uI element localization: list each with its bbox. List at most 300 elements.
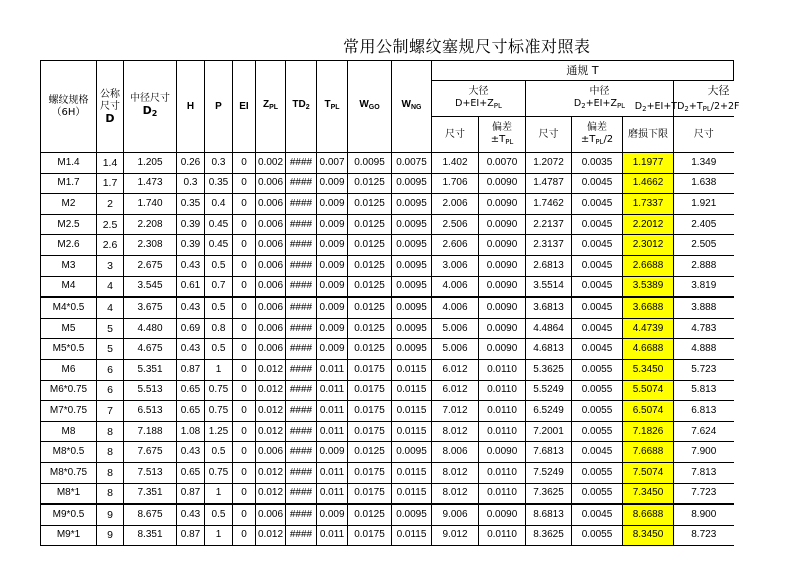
cell-ei: 0 [233, 173, 256, 194]
cell-wng: 0.0095 [392, 194, 432, 215]
cell-spec: M3 [41, 255, 97, 276]
cell-tpl: 0.011 [317, 421, 348, 442]
header-pitch-formula: D [573, 97, 582, 109]
table-row [41, 194, 734, 215]
cell-ei: 0 [233, 194, 256, 215]
cell-majdev: 0.0090 [479, 318, 526, 339]
cell-spec: M1.7 [41, 173, 97, 194]
cell-majdev: 0.0090 [479, 173, 526, 194]
header-ZPL-sub: PL [269, 104, 279, 111]
cell-wgo: 0.0125 [348, 276, 392, 297]
cell-ei: 0 [233, 421, 256, 442]
cell-zpl: 0.012 [256, 401, 286, 422]
cell-d: 2.5 [97, 214, 124, 235]
cell-wgo: 0.0175 [348, 525, 392, 546]
header-EI: EI [233, 61, 256, 153]
header-pitch-dev: 偏差 $\pm T_{PL}/2$ [572, 117, 623, 153]
cell-h: 0.43 [177, 255, 205, 276]
cell-h: 0.35 [177, 194, 205, 215]
cell-td2: #### [286, 359, 317, 380]
cell-spec: M2 [41, 194, 97, 215]
cell-majdev: 0.0090 [479, 442, 526, 463]
cell-maj2: 7.813 [674, 462, 734, 483]
header-nominal-l1: 公称 [100, 88, 120, 100]
cell-pit: 2.3137 [526, 235, 572, 256]
cell-ei: 0 [233, 504, 256, 525]
cell-wgo: 0.0175 [348, 421, 392, 442]
header-pitch-formula-rest: +EI+Z [585, 97, 617, 109]
cell-h: 0.65 [177, 401, 205, 422]
cell-zpl: 0.012 [256, 525, 286, 546]
cell-majdev: 0.0090 [479, 297, 526, 318]
cell-maj2: 1.921 [674, 194, 734, 215]
cell-d2: 5.351 [124, 359, 177, 380]
cell-spec: M5 [41, 318, 97, 339]
cell-pit: 8.6813 [526, 504, 572, 525]
header-pitch: 中径 $D_2+EI+Z_{PL}$ [526, 81, 674, 117]
cell-d2: 8.351 [124, 525, 177, 546]
cell-zpl: 0.006 [256, 276, 286, 297]
cell-td2: #### [286, 255, 317, 276]
cell-d: 1.7 [97, 173, 124, 194]
cell-h: 0.43 [177, 339, 205, 360]
cell-ei: 0 [233, 235, 256, 256]
cell-wng: 0.0075 [392, 153, 432, 174]
cell-spec: M2.6 [41, 235, 97, 256]
cell-pitdev: 0.0045 [572, 504, 623, 525]
cell-wng: 0.0115 [392, 462, 432, 483]
cell-pit: 5.3625 [526, 359, 572, 380]
cell-zpl: 0.012 [256, 421, 286, 442]
cell-maj2: 4.783 [674, 318, 734, 339]
cell-p: 0.45 [205, 235, 233, 256]
cell-h: 0.69 [177, 318, 205, 339]
cell-wgo: 0.0125 [348, 339, 392, 360]
cell-ei: 0 [233, 462, 256, 483]
cell-wgo: 0.0125 [348, 297, 392, 318]
cell-p: 0.5 [205, 339, 233, 360]
table-row [41, 401, 734, 422]
cell-d2: 5.513 [124, 380, 177, 401]
cell-wear: 5.3450 [623, 359, 674, 380]
cell-maj: 3.006 [432, 255, 479, 276]
cell-td2: #### [286, 153, 317, 174]
cell-d2: 2.308 [124, 235, 177, 256]
cell-wear: 2.3012 [623, 235, 674, 256]
cell-wear: 1.7337 [623, 194, 674, 215]
header-major-formula-sub: PL [493, 101, 502, 110]
cell-spec: M9*1 [41, 525, 97, 546]
cell-maj: 8.012 [432, 421, 479, 442]
cell-maj: 4.006 [432, 276, 479, 297]
cell-spec: M9*0.5 [41, 504, 97, 525]
header-major2 [634, 81, 740, 117]
cell-tpl: 0.009 [317, 318, 348, 339]
cell-zpl: 0.006 [256, 504, 286, 525]
cell-td2: #### [286, 483, 317, 504]
cell-d2: 7.675 [124, 442, 177, 463]
cell-maj: 8.012 [432, 462, 479, 483]
cell-d2: 3.545 [124, 276, 177, 297]
cell-wgo: 0.0125 [348, 318, 392, 339]
cell-wng: 0.0095 [392, 504, 432, 525]
cell-pitdev: 0.0045 [572, 442, 623, 463]
cell-pitdev: 0.0055 [572, 380, 623, 401]
cell-wng: 0.0095 [392, 318, 432, 339]
cell-td2: #### [286, 173, 317, 194]
cell-d: 8 [97, 483, 124, 504]
cell-zpl: 0.012 [256, 462, 286, 483]
cell-pitdev: 0.0055 [572, 483, 623, 504]
header-pitch-dia-sub: 2 [151, 109, 158, 118]
cell-d: 7 [97, 401, 124, 422]
cell-majdev: 0.0090 [479, 194, 526, 215]
cell-td2: #### [286, 276, 317, 297]
cell-ei: 0 [233, 380, 256, 401]
cell-maj: 9.006 [432, 504, 479, 525]
cell-wgo: 0.0125 [348, 442, 392, 463]
cell-majdev: 0.0110 [479, 359, 526, 380]
cell-tpl: 0.009 [317, 235, 348, 256]
cell-td2: #### [286, 194, 317, 215]
cell-pit: 2.2137 [526, 214, 572, 235]
cell-zpl: 0.006 [256, 339, 286, 360]
cell-maj: 4.006 [432, 297, 479, 318]
cell-wgo: 0.0175 [348, 401, 392, 422]
cell-tpl: 0.011 [317, 525, 348, 546]
cell-ei: 0 [233, 339, 256, 360]
cell-wear: 4.4739 [623, 318, 674, 339]
cell-maj2: 4.888 [674, 339, 734, 360]
cell-h: 0.87 [177, 483, 205, 504]
cell-wear: 7.5074 [623, 462, 674, 483]
cell-tpl: 0.011 [317, 483, 348, 504]
header-pitch-dia-label: 中径尺寸 [130, 93, 170, 104]
cell-zpl: 0.006 [256, 214, 286, 235]
cell-pitdev: 0.0045 [572, 255, 623, 276]
cell-wgo: 0.0175 [348, 483, 392, 504]
cell-majdev: 0.0090 [479, 255, 526, 276]
header-major2-size: 尺寸 [674, 117, 734, 153]
cell-p: 0.75 [205, 401, 233, 422]
cell-p: 0.8 [205, 318, 233, 339]
cell-pitdev: 0.0045 [572, 194, 623, 215]
header-ZPL [256, 61, 286, 153]
cell-maj: 9.012 [432, 525, 479, 546]
cell-d: 4 [97, 297, 124, 318]
cell-tpl: 0.007 [317, 153, 348, 174]
cell-wgo: 0.0125 [348, 194, 392, 215]
cell-spec: M8*1 [41, 483, 97, 504]
header-major-label: 大径 [468, 85, 489, 97]
cell-wear: 3.5389 [623, 276, 674, 297]
cell-p: 0.75 [205, 380, 233, 401]
cell-pitdev: 0.0045 [572, 318, 623, 339]
cell-ei: 0 [233, 318, 256, 339]
header-pitch-formula-sub: PL [616, 101, 626, 110]
cell-majdev: 0.0090 [479, 504, 526, 525]
cell-d2: 6.513 [124, 401, 177, 422]
cell-h: 0.43 [177, 504, 205, 525]
table-row [41, 297, 734, 318]
cell-d: 6 [97, 380, 124, 401]
cell-p: 1 [205, 483, 233, 504]
cell-p: 0.5 [205, 442, 233, 463]
header-major2-label: 大径 [707, 83, 730, 97]
cell-d2: 1.740 [124, 194, 177, 215]
cell-wng: 0.0115 [392, 359, 432, 380]
cell-pitdev: 0.0045 [572, 297, 623, 318]
cell-tpl: 0.009 [317, 297, 348, 318]
table-row [41, 504, 734, 525]
cell-wear: 7.6688 [623, 442, 674, 463]
cell-majdev: 0.0070 [479, 153, 526, 174]
cell-d: 9 [97, 504, 124, 525]
table-row [41, 214, 734, 235]
cell-pit: 7.2001 [526, 421, 572, 442]
cell-zpl: 0.006 [256, 255, 286, 276]
cell-maj2: 6.813 [674, 401, 734, 422]
header-spec-label: 螺纹规格 [48, 94, 89, 106]
cell-maj2: 8.900 [674, 504, 734, 525]
cell-zpl: 0.006 [256, 318, 286, 339]
cell-wear: 8.6688 [623, 504, 674, 525]
cell-maj: 7.012 [432, 401, 479, 422]
cell-h: 0.61 [177, 276, 205, 297]
cell-pitdev: 0.0045 [572, 339, 623, 360]
cell-tpl: 0.009 [317, 442, 348, 463]
cell-d: 8 [97, 442, 124, 463]
cell-ei: 0 [233, 483, 256, 504]
cell-maj2: 5.813 [674, 380, 734, 401]
cell-tpl: 0.009 [317, 194, 348, 215]
cell-h: 0.3 [177, 173, 205, 194]
cell-wng: 0.0095 [392, 276, 432, 297]
header-wear-limit: 磨损下限 [623, 117, 674, 153]
table-row [41, 359, 734, 380]
cell-maj2: 7.624 [674, 421, 734, 442]
cell-zpl: 0.002 [256, 153, 286, 174]
cell-pit: 7.6813 [526, 442, 572, 463]
table-row [41, 173, 734, 194]
cell-majdev: 0.0090 [479, 276, 526, 297]
header-major [432, 81, 526, 117]
cell-pitdev: 0.0045 [572, 173, 623, 194]
cell-wear: 6.5074 [623, 401, 674, 422]
cell-d: 2 [97, 194, 124, 215]
cell-d: 8 [97, 421, 124, 442]
cell-td2: #### [286, 401, 317, 422]
cell-d: 4 [97, 276, 124, 297]
cell-wear: 4.6688 [623, 339, 674, 360]
cell-wgo: 0.0125 [348, 214, 392, 235]
header-TD2-sym: TD [292, 99, 306, 110]
cell-maj: 1.706 [432, 173, 479, 194]
cell-maj2: 2.405 [674, 214, 734, 235]
cell-wng: 0.0115 [392, 483, 432, 504]
cell-maj2: 1.349 [674, 153, 734, 174]
header-major-size: 尺寸 [432, 117, 479, 153]
cell-pitdev: 0.0055 [572, 525, 623, 546]
cell-p: 0.7 [205, 276, 233, 297]
cell-spec: M1.4 [41, 153, 97, 174]
cell-td2: #### [286, 297, 317, 318]
cell-p: 0.5 [205, 504, 233, 525]
cell-maj: 2.006 [432, 194, 479, 215]
header-P: P [205, 61, 233, 153]
cell-d2: 7.188 [124, 421, 177, 442]
header-WGO-sym: W [359, 99, 369, 110]
table-row [41, 421, 734, 442]
table-row [41, 462, 734, 483]
cell-h: 0.43 [177, 297, 205, 318]
cell-d2: 4.480 [124, 318, 177, 339]
cell-wgo: 0.0125 [348, 235, 392, 256]
cell-ei: 0 [233, 214, 256, 235]
cell-d2: 3.675 [124, 297, 177, 318]
cell-td2: #### [286, 421, 317, 442]
cell-d: 3 [97, 255, 124, 276]
header-spec-sub: （6H） [51, 106, 86, 118]
cell-pit: 2.6813 [526, 255, 572, 276]
cell-d: 6 [97, 359, 124, 380]
cell-maj: 1.402 [432, 153, 479, 174]
cell-wgo: 0.0175 [348, 380, 392, 401]
cell-pit: 8.3625 [526, 525, 572, 546]
cell-wng: 0.0095 [392, 255, 432, 276]
header-TPL [317, 61, 348, 153]
cell-zpl: 0.006 [256, 442, 286, 463]
table-row [41, 153, 734, 174]
cell-majdev: 0.0110 [479, 421, 526, 442]
cell-wng: 0.0095 [392, 214, 432, 235]
cell-td2: #### [286, 504, 317, 525]
cell-p: 1 [205, 359, 233, 380]
cell-maj: 6.012 [432, 359, 479, 380]
cell-maj2: 3.888 [674, 297, 734, 318]
cell-zpl: 0.006 [256, 235, 286, 256]
cell-pit: 4.4864 [526, 318, 572, 339]
cell-p: 0.3 [205, 153, 233, 174]
cell-d2: 2.208 [124, 214, 177, 235]
cell-wng: 0.0115 [392, 401, 432, 422]
cell-td2: #### [286, 318, 317, 339]
cell-td2: #### [286, 525, 317, 546]
cell-maj2: 8.723 [674, 525, 734, 546]
cell-td2: #### [286, 214, 317, 235]
cell-pit: 6.5249 [526, 401, 572, 422]
header-WNG-sub: NG [410, 104, 422, 111]
header-WGO-sub: GO [368, 104, 380, 111]
cell-wgo: 0.0095 [348, 153, 392, 174]
cell-ei: 0 [233, 255, 256, 276]
cell-maj: 5.006 [432, 318, 479, 339]
cell-pitdev: 0.0055 [572, 462, 623, 483]
header-major-formula: D+EI+Z [455, 97, 494, 109]
cell-h: 0.65 [177, 462, 205, 483]
cell-zpl: 0.012 [256, 380, 286, 401]
cell-zpl: 0.012 [256, 359, 286, 380]
cell-d: 5 [97, 339, 124, 360]
cell-pit: 7.3625 [526, 483, 572, 504]
cell-d: 1.4 [97, 153, 124, 174]
cell-td2: #### [286, 235, 317, 256]
cell-wng: 0.0115 [392, 525, 432, 546]
cell-h: 0.87 [177, 525, 205, 546]
cell-pitdev: 0.0055 [572, 359, 623, 380]
cell-p: 0.5 [205, 255, 233, 276]
cell-d2: 4.675 [124, 339, 177, 360]
cell-td2: #### [286, 462, 317, 483]
cell-pit: 1.7462 [526, 194, 572, 215]
cell-wear: 5.5074 [623, 380, 674, 401]
header-major-dev: 偏差 $\pm T_{PL}$ [479, 117, 526, 153]
cell-tpl: 0.009 [317, 276, 348, 297]
cell-wear: 2.2012 [623, 214, 674, 235]
cell-majdev: 0.0090 [479, 339, 526, 360]
cell-p: 0.45 [205, 214, 233, 235]
cell-d: 9 [97, 525, 124, 546]
cell-wgo: 0.0125 [348, 504, 392, 525]
table-row [41, 442, 734, 463]
table-row [41, 380, 734, 401]
cell-h: 0.65 [177, 380, 205, 401]
cell-spec: M8 [41, 421, 97, 442]
cell-h: 0.39 [177, 235, 205, 256]
cell-h: 0.26 [177, 153, 205, 174]
cell-majdev: 0.0110 [479, 380, 526, 401]
cell-wng: 0.0115 [392, 421, 432, 442]
cell-d2: 1.205 [124, 153, 177, 174]
cell-maj: 6.012 [432, 380, 479, 401]
cell-p: 1.25 [205, 421, 233, 442]
header-pitch-size: 尺寸 [526, 117, 572, 153]
cell-zpl: 0.012 [256, 483, 286, 504]
cell-maj2: 7.900 [674, 442, 734, 463]
cell-p: 1 [205, 525, 233, 546]
header-major2-formula: $D_2+EI+TD_2+T_{PL}/2+2F$ [634, 100, 740, 113]
cell-d: 8 [97, 462, 124, 483]
cell-zpl: 0.006 [256, 173, 286, 194]
header-WNG [392, 61, 432, 153]
header-TD2 [286, 61, 317, 153]
cell-wng: 0.0095 [392, 442, 432, 463]
cell-majdev: 0.0110 [479, 462, 526, 483]
cell-spec: M4*0.5 [41, 297, 97, 318]
table-row [41, 318, 734, 339]
cell-tpl: 0.011 [317, 401, 348, 422]
cell-ei: 0 [233, 297, 256, 318]
cell-majdev: 0.0090 [479, 214, 526, 235]
header-pitch-dia [124, 61, 177, 153]
cell-maj2: 3.819 [674, 276, 734, 297]
cell-tpl: 0.009 [317, 339, 348, 360]
cell-tpl: 0.011 [317, 359, 348, 380]
cell-td2: #### [286, 380, 317, 401]
cell-wear: 7.1826 [623, 421, 674, 442]
cell-maj: 5.006 [432, 339, 479, 360]
cell-d: 5 [97, 318, 124, 339]
cell-wear: 1.4662 [623, 173, 674, 194]
cell-h: 0.43 [177, 442, 205, 463]
cell-zpl: 0.006 [256, 194, 286, 215]
cell-pit: 3.5514 [526, 276, 572, 297]
cell-ei: 0 [233, 442, 256, 463]
cell-pit: 4.6813 [526, 339, 572, 360]
table-row [41, 235, 734, 256]
cell-wear: 7.3450 [623, 483, 674, 504]
cell-pitdev: 0.0035 [572, 153, 623, 174]
